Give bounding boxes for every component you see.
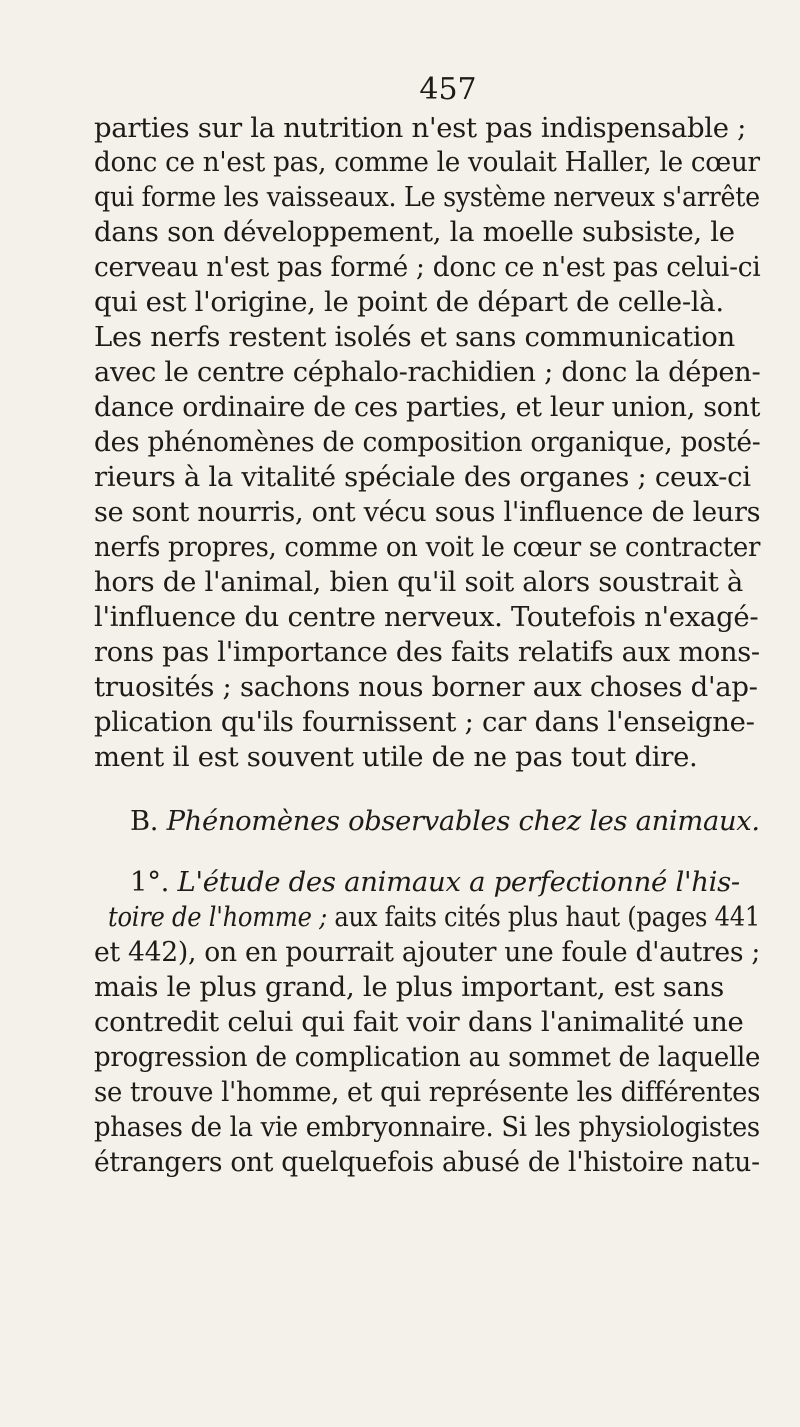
text-line: truosités ; sachons nous borner aux choses d'ap- — [94, 671, 758, 703]
text-line: rons pas l'importance des faits relatifs aux mons- — [94, 636, 760, 668]
text-line: se trouve l'homme, et qui représente les différentes — [94, 1076, 761, 1108]
text-line: dance ordinaire de ces parties, et leur union, sont — [94, 391, 761, 423]
text-line: donc ce n'est pas, comme le voulait Haller, le cœur — [94, 146, 760, 178]
item-title: L'étude des animaux a perfectionné l'his- — [177, 866, 740, 898]
page-number: 457 — [419, 72, 477, 107]
text-line: cerveau n'est pas formé ; donc ce n'est pas celui-ci — [94, 251, 761, 283]
text-line: rieurs à la vitalité spéciale des organes ; ceux-ci — [94, 461, 751, 493]
text-line: qui forme les vaisseaux. Le système nerveux s'arrête — [94, 181, 760, 213]
line-rest: aux faits cités plus haut (pages 441 — [334, 901, 761, 933]
text-line: nerfs propres, comme on voit le cœur se contracter — [94, 531, 761, 563]
text-line: phases de la vie embryonnaire. Si les physiologistes — [94, 1111, 760, 1143]
text-line — [130, 865, 740, 899]
text-line: étrangers ont quelquefois abusé de l'histoire natu- — [94, 1146, 760, 1178]
text-line: mais le plus grand, le plus important, est sans — [94, 971, 724, 1003]
section-label: B. — [130, 805, 159, 837]
item-title-cont: toire de l'homme ; — [108, 901, 327, 933]
text-line: Les nerfs restent isolés et sans communication — [94, 321, 735, 353]
item-number: 1°. — [130, 866, 170, 898]
text-line: et 442), on en pourrait ajouter une foule d'autres ; — [94, 936, 761, 968]
text-line: progression de complication au sommet de laquelle — [94, 1041, 761, 1073]
text-line: l'influence du centre nerveux. Toutefois n'exagé- — [94, 601, 759, 633]
text-line — [108, 900, 760, 934]
text-line: des phénomènes de composition organique, posté- — [94, 426, 761, 458]
text-line: plication qu'ils fournissent ; car dans l'enseigne- — [94, 706, 755, 738]
text-line: parties sur la nutrition n'est pas indispensable ; — [94, 112, 747, 144]
text-line: ment il est souvent utile de ne pas tout dire. — [94, 741, 698, 773]
text-line: qui est l'origine, le point de départ de celle-là. — [94, 286, 724, 318]
text-line: contredit celui qui fait voir dans l'animalité une — [94, 1006, 744, 1038]
section-heading — [130, 804, 760, 838]
text-line: avec le centre céphalo-rachidien ; donc la dépen- — [94, 356, 761, 388]
text-line: se sont nourris, ont vécu sous l'influence de leurs — [94, 496, 761, 528]
text-line: hors de l'animal, bien qu'il soit alors soustrait à — [94, 566, 743, 598]
section-title: Phénomènes observables chez les animaux. — [166, 805, 760, 837]
text-line: dans son développement, la moelle subsiste, le — [94, 216, 735, 248]
